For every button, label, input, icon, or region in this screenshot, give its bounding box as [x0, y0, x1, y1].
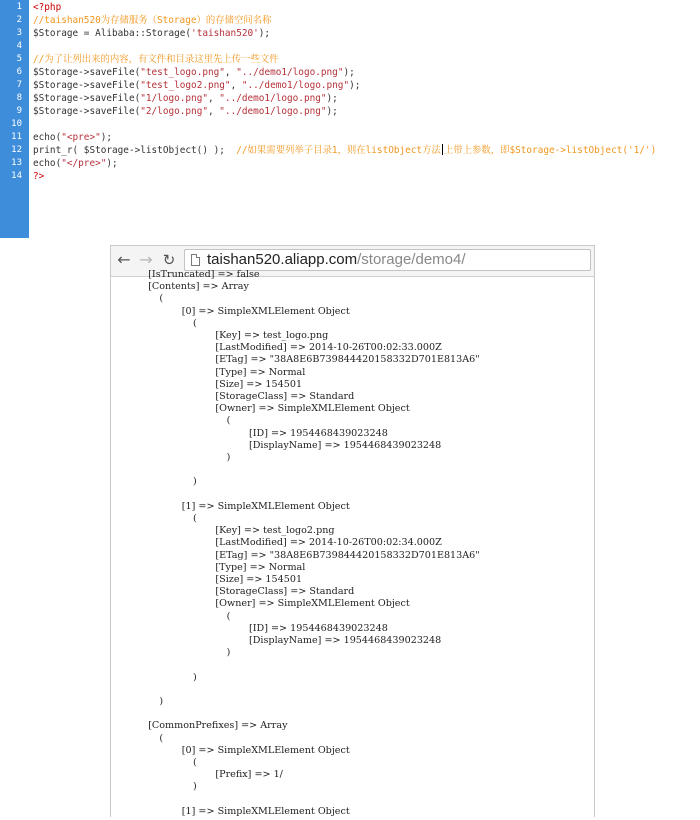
- code-token: print_r( $Storage->listObject() );: [33, 145, 237, 156]
- code-token: 'taishan520': [191, 28, 259, 39]
- output-line: [ETag] => "38A8E6B739844420158332D701E813A6": [215, 354, 480, 366]
- code-line[interactable]: [33, 105, 338, 118]
- code-token: "<pre>": [61, 132, 101, 143]
- output-line: [DisplayName] => 1954468439023248: [249, 439, 442, 451]
- text-cursor: [442, 144, 443, 155]
- output-line: [Contents] => Array: [148, 281, 249, 293]
- code-token: $Storage->saveFile(: [33, 80, 141, 91]
- reload-icon[interactable]: ↻: [162, 251, 176, 269]
- code-token: ,: [207, 93, 220, 104]
- url-host: taishan520.aliapp.com: [207, 251, 358, 268]
- line-number: 7: [16, 80, 22, 90]
- url-path: /storage/demo4/: [357, 251, 466, 268]
- output-line: [Key] => test_logo2.png: [215, 525, 335, 537]
- output-line: (: [193, 317, 197, 329]
- code-token: );: [100, 132, 113, 143]
- code-token: ,: [230, 80, 242, 91]
- line-number: 10: [11, 119, 22, 129]
- output-line: [1] => SimpleXMLElement Object: [181, 500, 350, 512]
- code-line[interactable]: [33, 92, 338, 105]
- output-line: [ID] => 1954468439023248: [249, 427, 388, 439]
- output-line: ): [159, 696, 164, 707]
- output-line: (: [226, 415, 231, 427]
- output-line: ): [226, 647, 231, 659]
- code-line[interactable]: [33, 27, 270, 40]
- code-token: //为了让列出来的内容，有文件和目录这里先上传一些文件: [33, 54, 279, 65]
- output-line: [Type] => Normal: [215, 366, 306, 378]
- line-number: 6: [16, 67, 22, 77]
- code-token: 上带上参数，即$Storage->listObject('1/'): [443, 145, 657, 156]
- code-token: "../demo1/logo.png": [236, 67, 344, 78]
- code-line[interactable]: [33, 170, 44, 183]
- output-line: [CommonPrefixes] => Array: [148, 720, 288, 732]
- code-token: "test_logo.png": [140, 67, 225, 78]
- code-token: "../demo1/logo.png": [219, 93, 327, 104]
- code-token: echo(: [33, 158, 62, 169]
- forward-arrow-icon[interactable]: →: [139, 250, 153, 269]
- code-line[interactable]: [33, 53, 279, 66]
- code-line[interactable]: [33, 66, 355, 79]
- output-line: (: [193, 513, 197, 524]
- output-line: [Owner] => SimpleXMLElement Object: [215, 598, 410, 610]
- output-line: ): [193, 781, 197, 793]
- code-token: "</pre>": [61, 158, 107, 169]
- code-token: "../demo1/logo.png": [219, 106, 327, 117]
- output-line: [ETag] => "38A8E6B739844420158332D701E813A6": [215, 549, 480, 561]
- output-line: ): [193, 671, 197, 683]
- browser-window: [110, 245, 595, 817]
- code-token: $Storage->saveFile(: [33, 93, 141, 104]
- code-token: $Storage->saveFile(: [33, 106, 141, 117]
- output-line: [StorageClass] => Standard: [215, 586, 355, 598]
- code-token: $Storage = Alibaba::Storage(: [33, 28, 192, 39]
- line-number: 1: [16, 2, 22, 12]
- code-token: );: [106, 158, 118, 169]
- code-token: "test_logo2.png": [140, 80, 231, 91]
- line-number: 14: [11, 171, 22, 181]
- line-number: 3: [16, 28, 22, 38]
- line-number: 8: [16, 93, 22, 103]
- line-number: 4: [16, 41, 22, 51]
- code-token: ,: [207, 106, 220, 117]
- code-line[interactable]: [33, 79, 360, 92]
- output-line: [Size] => 154501: [215, 378, 303, 390]
- output-line: [LastModified] => 2014-10-26T00:02:34.000Z: [215, 537, 442, 549]
- line-number: 11: [11, 132, 22, 142]
- code-token: ?>: [33, 171, 45, 182]
- line-number: 12: [11, 145, 22, 155]
- output-line: [0] => SimpleXMLElement Object: [181, 305, 350, 317]
- code-line[interactable]: [33, 144, 656, 157]
- code-token: );: [258, 28, 271, 39]
- output-line: (: [226, 610, 231, 622]
- output-line: [Owner] => SimpleXMLElement Object: [215, 403, 410, 415]
- output-line: [DisplayName] => 1954468439023248: [249, 635, 442, 646]
- code-line[interactable]: [33, 14, 272, 27]
- code-line[interactable]: [33, 157, 118, 170]
- output-line: [Prefix] => 1/: [215, 769, 283, 781]
- output-line: [1] => SimpleXMLElement Object: [181, 805, 350, 817]
- code-token: <?php: [33, 2, 62, 13]
- output-line: [IsTruncated] => false: [148, 269, 260, 280]
- code-editor[interactable]: [0, 0, 700, 238]
- output-line: [ID] => 1954468439023248: [249, 622, 388, 634]
- code-token: echo(: [33, 132, 62, 143]
- output-line: (: [159, 293, 164, 305]
- code-token: //如果需要列举子目录1，则在listObject方法: [236, 145, 441, 156]
- code-line[interactable]: [33, 131, 112, 144]
- line-number: 5: [16, 54, 22, 64]
- output-line: ): [226, 452, 231, 463]
- code-token: ,: [224, 67, 237, 78]
- address-bar[interactable]: [184, 249, 591, 271]
- page-icon: [191, 254, 200, 266]
- line-number: 13: [11, 158, 22, 168]
- output-line: [LastModified] => 2014-10-26T00:02:33.000Z: [215, 342, 442, 354]
- back-arrow-icon[interactable]: ←: [117, 250, 131, 269]
- output-line: [Size] => 154501: [215, 574, 303, 585]
- url-text: [207, 251, 466, 269]
- line-number: 9: [16, 106, 22, 116]
- output-line: [StorageClass] => Standard: [215, 391, 355, 402]
- code-token: $Storage->saveFile(: [33, 67, 141, 78]
- code-token: "2/logo.png": [140, 106, 208, 117]
- code-token: "../demo1/logo.png": [241, 80, 350, 91]
- output-line: ): [193, 476, 197, 488]
- output-line: (: [193, 757, 197, 768]
- code-token: "1/logo.png": [140, 93, 208, 104]
- code-token: );: [326, 93, 338, 104]
- code-token: );: [343, 67, 355, 78]
- code-token: );: [326, 106, 338, 117]
- output-line: (: [159, 732, 164, 744]
- code-token: //taishan520为存储服务（Storage）的存储空间名称: [33, 15, 272, 26]
- output-line: [Key] => test_logo.png: [215, 330, 329, 341]
- code-line[interactable]: [33, 1, 61, 14]
- code-token: );: [349, 80, 361, 91]
- output-line: [0] => SimpleXMLElement Object: [181, 744, 350, 756]
- line-number: 2: [16, 15, 22, 25]
- page-viewport[interactable]: [111, 269, 594, 817]
- line-number-gutter: [0, 0, 29, 238]
- output-line: [Type] => Normal: [215, 561, 306, 573]
